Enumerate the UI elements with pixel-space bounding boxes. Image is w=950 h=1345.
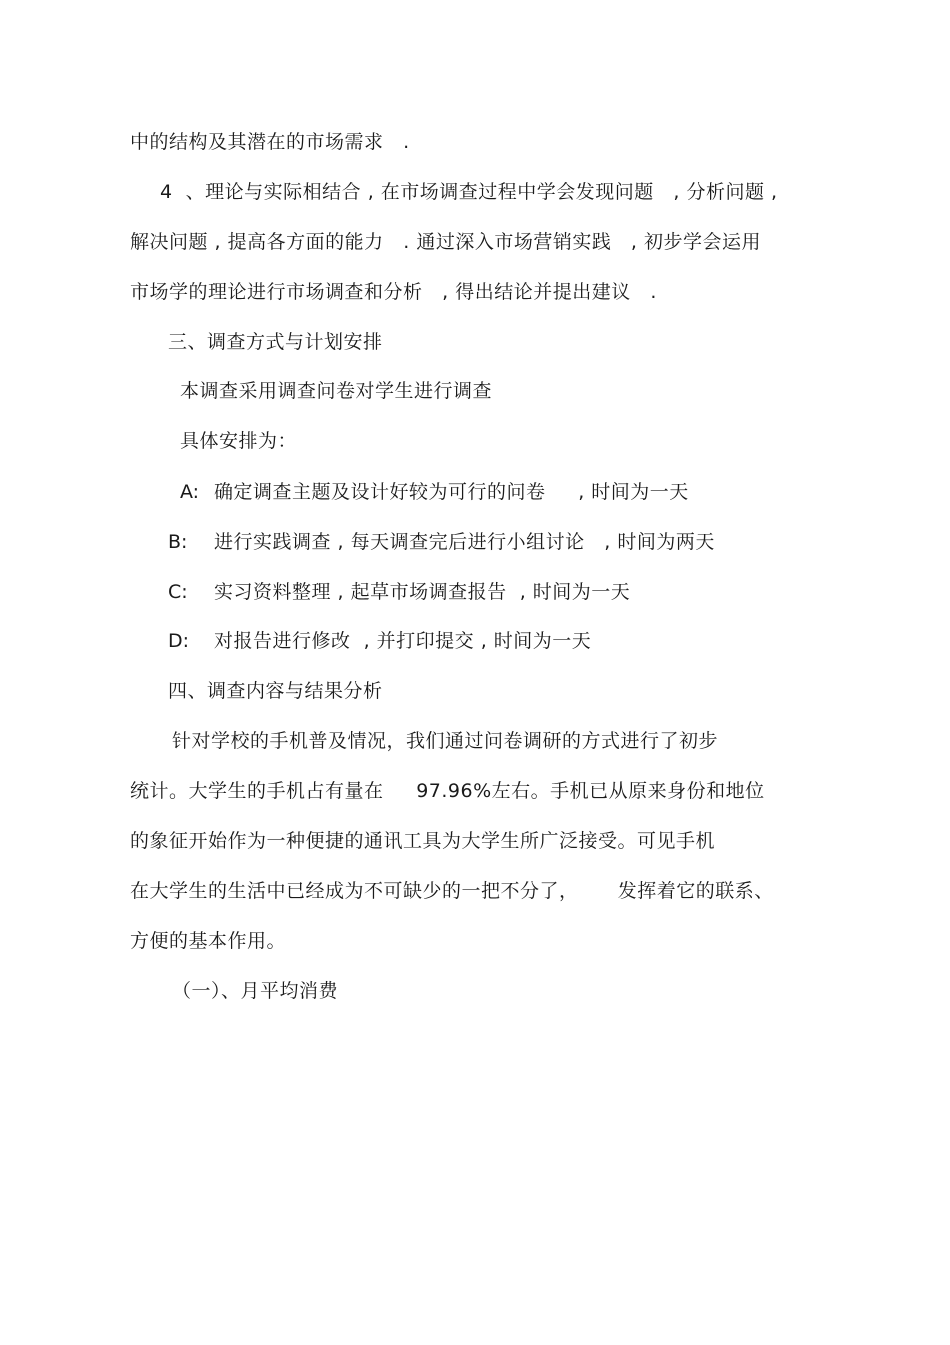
subsection-heading: （一）、月平均消费 — [172, 980, 339, 1002]
schedule-item-label: D: — [168, 630, 190, 652]
schedule-item-text: 实习资料整理 , 起草市场调查报告 , 时间为一天 — [214, 581, 631, 603]
schedule-item-label: A: — [180, 481, 200, 503]
paragraph-line: 本调查采用调查问卷对学生进行调查 — [180, 380, 493, 402]
schedule-item-label: B: — [168, 531, 188, 553]
schedule-item-label: C: — [168, 581, 188, 603]
paragraph-line: 具体安排为： — [180, 430, 298, 452]
paragraph-line: 4 、理论与实际相结合 , 在市场调查过程中学会发现问题 , 分析问题 , — [160, 181, 778, 203]
paragraph-line: 方便的基本作用。 — [130, 930, 287, 952]
section-heading: 四、调查内容与结果分析 — [168, 680, 383, 702]
paragraph-line: 针对学校的手机普及情况，我们通过问卷调研的方式进行了初步 — [172, 730, 719, 752]
paragraph-line: 中的结构及其潜在的市场需求 . — [130, 131, 410, 153]
paragraph-line: 统计。大学生的手机占有量在 97.96%左右。手机已从原来身份和地位 — [130, 780, 765, 802]
paragraph-line: 市场学的理论进行市场调查和分析 , 得出结论并提出建议 . — [130, 281, 657, 303]
schedule-item-text: 确定调查主题及设计好较为可行的问卷 , 时间为一天 — [214, 481, 689, 503]
section-heading: 三、调查方式与计划安排 — [168, 331, 383, 353]
paragraph-line: 在大学生的生活中已经成为不可缺少的一把不分了， 发挥着它的联系、 — [130, 880, 774, 902]
paragraph-line: 解决问题 , 提高各方面的能力 . 通过深入市场营销实践 , 初步学会运用 — [130, 231, 762, 253]
paragraph-line: 的象征开始作为一种便捷的通讯工具为大学生所广泛接受。可见手机 — [130, 830, 716, 852]
schedule-item-text: 进行实践调查 , 每天调查完后进行小组讨论 , 时间为两天 — [214, 531, 715, 553]
schedule-item-text: 对报告进行修改 , 并打印提交 , 时间为一天 — [214, 630, 592, 652]
